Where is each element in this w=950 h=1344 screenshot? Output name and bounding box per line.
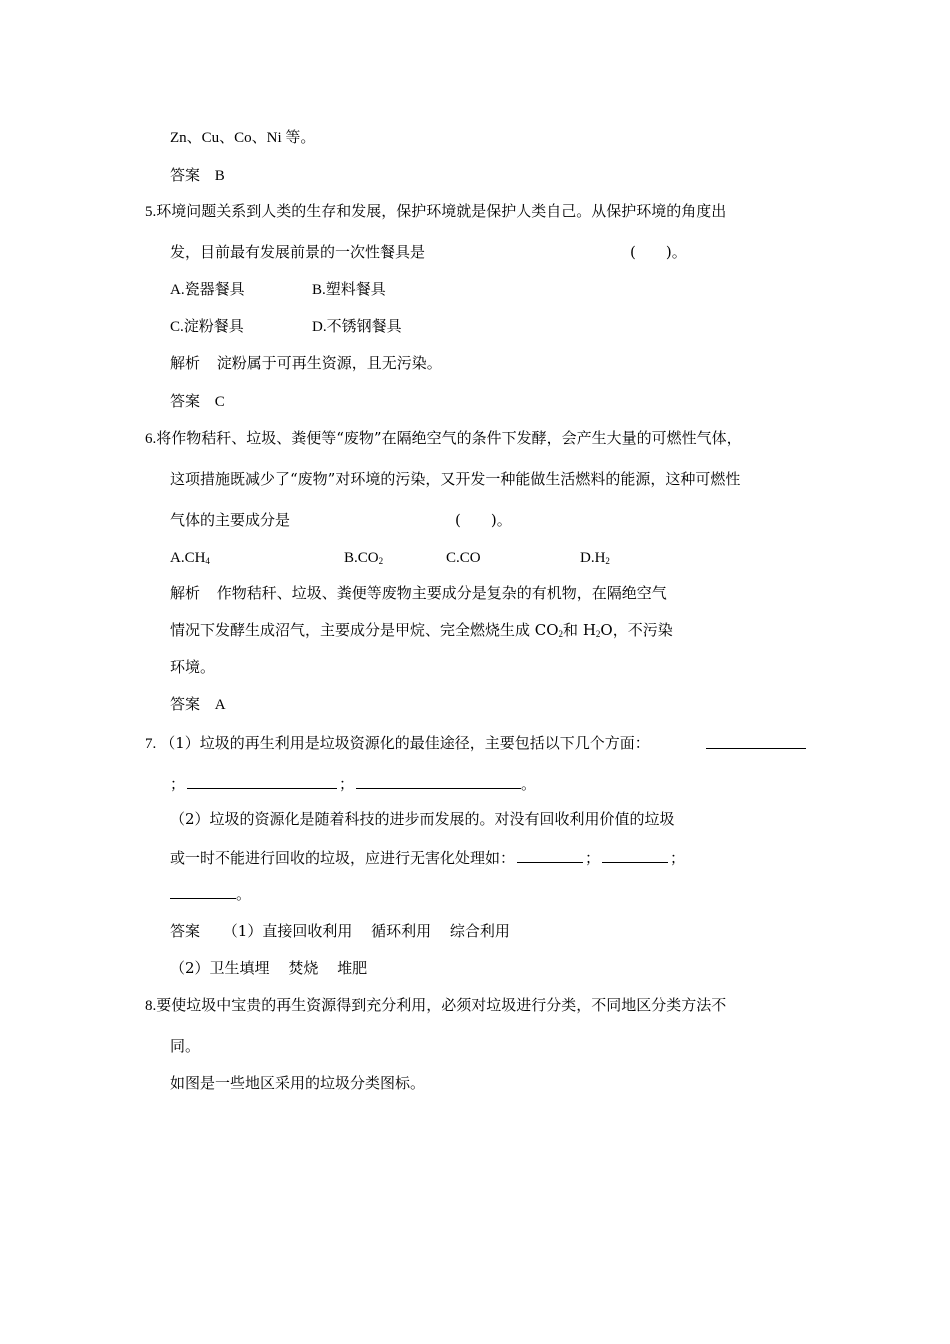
q6-stem-text: 将作物秸秆、垃圾、粪便等“废物”在隔绝空气的条件下发酵，会产生大量的可燃性气体， [156,429,742,447]
q7-number: 7. [145,736,157,752]
q5-stem-line1 [145,201,726,222]
q5-option-b: B.塑料餐具 [312,282,386,298]
q5-number: 5. [145,204,157,220]
q5-analysis [170,353,442,373]
q6-option-d: $D.H_2$ [580,550,610,566]
q7-answer-line1: 答案 （1）直接回收利用 循环利用 综合利用 [170,922,510,940]
q7-part2-line2: 或一时不能进行回收的垃圾，应进行无害化处理如： ； ； [170,849,686,867]
q6-answer [170,694,226,715]
q6-stem-line2: 这项措施既减少了“废物”对环境的污染，又开发一种能做生活燃料的能源，这种可燃性 [170,470,741,488]
q4-continuation: Zn、Cu、Co、Ni 等。 [170,130,316,146]
q7-part1 [145,733,650,754]
q8-stem-line2: 同。 [170,1037,201,1055]
q6-option-a: $A.CH_4$ [170,550,210,566]
q7-part1-blanks: ； ； 。 [170,775,537,793]
answer-value: C [214,394,225,410]
q6-option-c: C.CO [446,550,481,566]
q7-part2-line3: 。 [170,884,251,904]
q6-analysis-line3: 环境。 [170,658,216,676]
q4-answer [170,165,225,186]
q6-answer-paren: ( )。 [455,511,512,529]
answer-label: 答案 [170,695,201,713]
q8-stem-text: 要使垃圾中宝贵的再生资源得到充分利用，必须对垃圾进行分类，不同地区分类方法不 [156,996,727,1014]
q5-stem-line2: 发，目前最有发展前景的一次性餐具是 [170,243,426,261]
q5-option-a: A.瓷器餐具 [170,282,245,298]
q6-stem-line3: 气体的主要成分是 [170,511,291,529]
q7-blank-1[interactable] [706,734,806,749]
q6-option-b: $B.CO_2$ [344,550,384,566]
q8-stem-line1 [145,995,726,1016]
answer-label: 答案 [170,166,201,184]
analysis-text: 作物秸秆、垃圾、粪便等废物主要成分是复杂的有机物，在隔绝空气 [216,584,667,602]
q7-blank-2[interactable] [187,774,337,789]
q5-option-d: D.不锈钢餐具 [312,319,402,335]
q5-stem-text: 环境问题关系到人类的生存和发展，保护环境就是保护人类自己。从保护环境的角度出 [156,202,727,220]
q6-stem-line1 [145,428,742,449]
q7-blank-5[interactable] [602,848,668,863]
answer-value: A [214,697,226,713]
q7-part2-line1: （2）垃圾的资源化是随着科技的进步而发展的。对没有回收利用价值的垃圾 [170,810,675,828]
q7-blank-4[interactable] [517,848,583,863]
q6-number: 6. [145,431,157,447]
answer-label: 答案 [170,392,201,410]
analysis-label: 解析 [170,354,201,372]
q7-answer-line2: （2）卫生填埋 焚烧 堆肥 [170,959,368,977]
q5-option-c: C.淀粉餐具 [170,319,244,335]
q6-analysis-line2: 情况下发酵生成沼气，主要成分是甲烷、完全燃烧生成 $CO_2$和 $H_2O$，不污染 [170,621,673,639]
answer-value: B [214,168,225,184]
analysis-text: 淀粉属于可再生资源，且无污染。 [216,354,442,372]
q5-answer [170,391,225,412]
q7-blank-3[interactable] [356,774,521,789]
q7-part1-text: （1）垃圾的再生利用是垃圾资源化的最佳途径，主要包括以下几个方面： [160,734,650,752]
q6-analysis-line1 [170,583,667,603]
answer-label: 答案 [170,922,201,940]
analysis-label: 解析 [170,584,201,602]
q8-stem-line3: 如图是一些地区采用的垃圾分类图标。 [170,1074,426,1092]
q7-blank-6[interactable] [170,884,236,899]
q8-number: 8. [145,998,157,1014]
q5-answer-paren: ( )。 [630,243,687,261]
